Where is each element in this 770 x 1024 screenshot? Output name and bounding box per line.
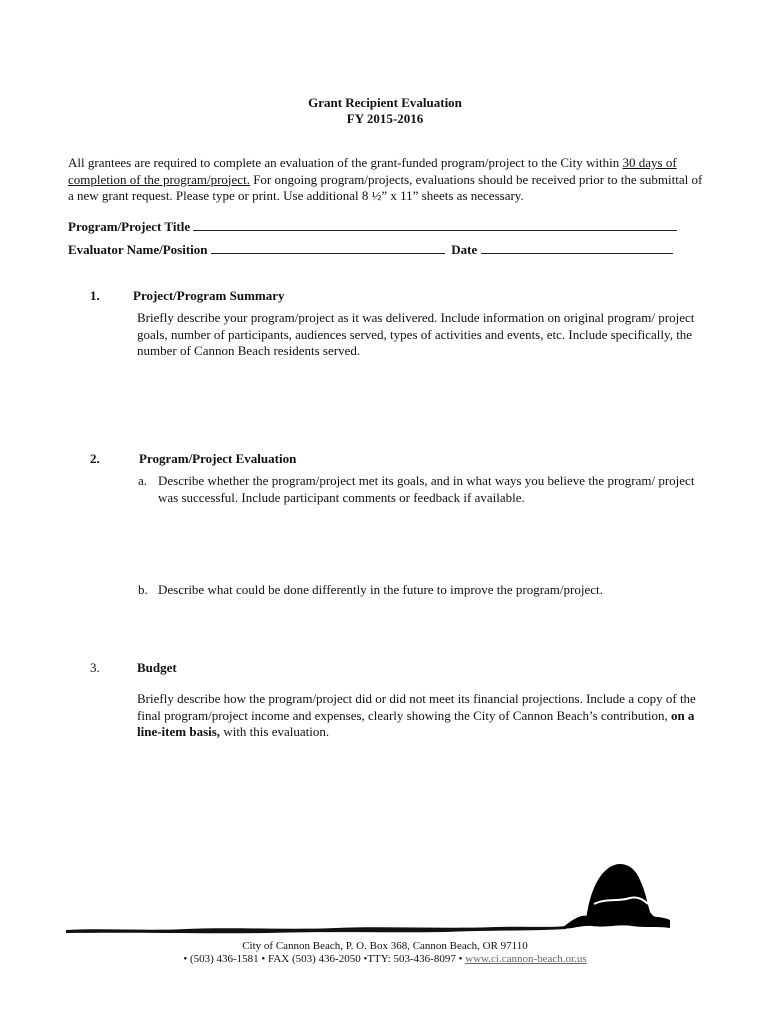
- program-title-line[interactable]: [193, 218, 677, 231]
- haystack-rock-icon: [66, 858, 676, 938]
- evaluator-line[interactable]: [211, 241, 445, 254]
- section-3-emphasis: on a line-item basis,: [137, 707, 695, 739]
- shoreline-line: [66, 926, 566, 933]
- intro-text-2: For ongoing program/projects, evaluations should be received prior to the submittal of a new grant request. Please type or print. Use additional 8 ½” x 11” sheets as necessary.: [68, 171, 703, 203]
- date-line[interactable]: [481, 241, 673, 254]
- section-1-heading: Project/Program Summary: [133, 288, 285, 303]
- section-2-number: 2.: [90, 451, 100, 466]
- intro-deadline: 30 days of completion of the program/project.: [68, 155, 677, 187]
- section-2a-text: Describe whether the program/project met its goals, and in what ways you believe the program/ project was successful. Include participant comments or feedback if available.: [158, 473, 695, 505]
- evaluator-label: Evaluator Name/Position: [68, 242, 208, 257]
- section-2b-text: Describe what could be done differently in the future to improve the program/project.: [158, 582, 603, 597]
- footer-address: City of Cannon Beach, P. O. Box 368, Cannon Beach, OR 97110: [242, 940, 528, 952]
- section-3-text-2: with this evaluation.: [220, 724, 330, 739]
- program-title-label: Program/Project Title: [68, 219, 191, 234]
- rock-wave: [562, 913, 670, 929]
- section-3-number: 3.: [90, 660, 100, 675]
- program-title-field[interactable]: [68, 218, 677, 235]
- page-title: Grant Recipient Evaluation: [308, 95, 462, 110]
- footer-website-link[interactable]: www.ci.cannon-beach.or.us: [465, 953, 587, 965]
- fiscal-year: FY 2015-2016: [346, 111, 424, 126]
- footer-contact: [0, 953, 770, 966]
- footer-phone-fax-tty: • (503) 436-1581 • FAX (503) 436-2050 •TTY: 503-436-8097 •: [183, 953, 466, 965]
- section-3-text-1: Briefly describe how the program/project did or did not meet its financial projections. Include a copy of the final program/project income and expenses, clearly showing the City of Cannon Beach’s contribution,: [137, 691, 696, 723]
- date-label: Date: [451, 242, 478, 257]
- section-1-number: 1.: [90, 288, 100, 303]
- section-2a-letter: a.: [138, 473, 148, 488]
- section-2-heading: Program/Project Evaluation: [139, 451, 297, 466]
- intro-paragraph: [68, 155, 708, 205]
- section-3-heading: Budget: [137, 660, 177, 675]
- section-3-text: [137, 691, 705, 741]
- evaluator-field[interactable]: [68, 241, 673, 258]
- section-1-text: Briefly describe your program/project as it was delivered. Include information on original program/ project goals, number of participants, audiences served, types of activities and events, etc. Include specifically, the number of Cannon Beach residents served.: [137, 310, 695, 358]
- section-2b-letter: b.: [138, 582, 148, 597]
- intro-text-1: All grantees are required to complete an evaluation of the grant-funded program/project to the City within: [68, 155, 623, 170]
